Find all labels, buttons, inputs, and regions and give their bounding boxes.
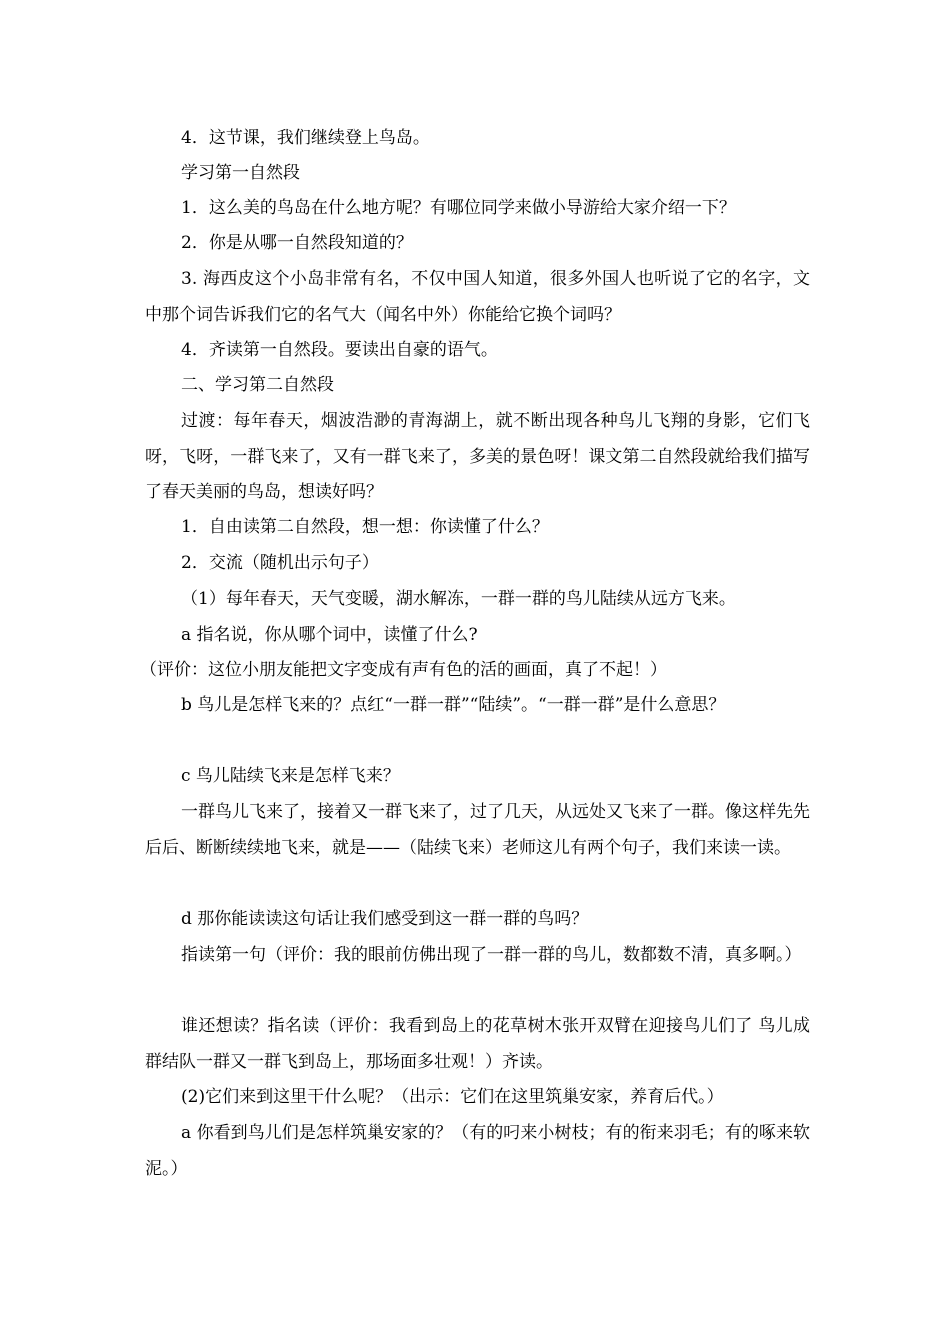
paragraph-20: (2)它们来到这里干什么呢？（出示：它们在这里筑巢安家，养育后代。）: [181, 1087, 724, 1107]
paragraph-3: 1．这么美的鸟岛在什么地方呢？有哪位同学来做小导游给大家介绍一下？: [181, 198, 736, 218]
paragraph-1: 4．这节课，我们继续登上鸟岛。: [181, 128, 430, 148]
paragraph-18: 指读第一句（评价：我的眼前仿佛出现了一群一群的鸟儿，数都数不清，真多啊。）: [181, 945, 802, 965]
paragraph-4: 2．你是从哪一自然段知道的？: [181, 233, 413, 253]
paragraph-2: 学习第一自然段: [181, 163, 300, 183]
paragraph-13: （评价：这位小朋友能把文字变成有声有色的活的画面，真了不起！）: [140, 660, 667, 680]
paragraph-7: 二、学习第二自然段: [181, 375, 334, 395]
paragraph-6: 4．齐读第一自然段。要读出自豪的语气。: [181, 340, 498, 360]
paragraph-14: b 鸟儿是怎样飞来的？点红“一群一群”“陆续”。“一群一群”是什么意思？: [181, 695, 726, 715]
paragraph-10: 2．交流（随机出示句子）: [181, 553, 379, 573]
paragraph-9: 1．自由读第二自然段，想一想：你读懂了什么？: [181, 517, 549, 537]
paragraph-11: （1）每年春天，天气变暖，湖水解冻，一群一群的鸟儿陆续从远方飞来。: [181, 589, 736, 609]
paragraph-5: 3. 海西皮这个小岛非常有名，不仅中国人知道，很多外国人也听说了它的名字，文中那个词告诉我们它的名气大（闻名中外）你能给它换个词吗？: [145, 269, 810, 325]
paragraph-16: 一群鸟儿飞来了，接着又一群飞来了，过了几天，从远处又飞来了一群。像这样先先后后、断断续续地飞来，就是——（陆续飞来）老师这儿有两个句子，我们来读一读。: [145, 802, 810, 858]
paragraph-21: a 你看到鸟儿们是怎样筑巢安家的？（有的叼来小树枝；有的衔来羽毛；有的啄来软泥。）: [145, 1123, 810, 1179]
paragraph-19: 谁还想读？指名读（评价：我看到岛上的花草树木张开双臂在迎接鸟儿们了 鸟儿成群结队一群又一群飞到岛上，那场面多壮观！）齐读。: [145, 1016, 810, 1072]
paragraph-8: 过渡：每年春天，烟波浩渺的青海湖上，就不断出现各种鸟儿飞翔的身影，它们飞呀，飞呀，一群飞来了，又有一群飞来了，多美的景色呀！课文第二自然段就给我们描写了春天美丽的鸟岛，想读好吗？: [145, 411, 810, 502]
paragraph-17: d 那你能读读这句话让我们感受到这一群一群的鸟吗？: [181, 909, 589, 929]
paragraph-15: c 鸟儿陆续飞来是怎样飞来？: [181, 766, 400, 786]
paragraph-12: a 指名说，你从哪个词中，读懂了什么?: [181, 625, 478, 645]
